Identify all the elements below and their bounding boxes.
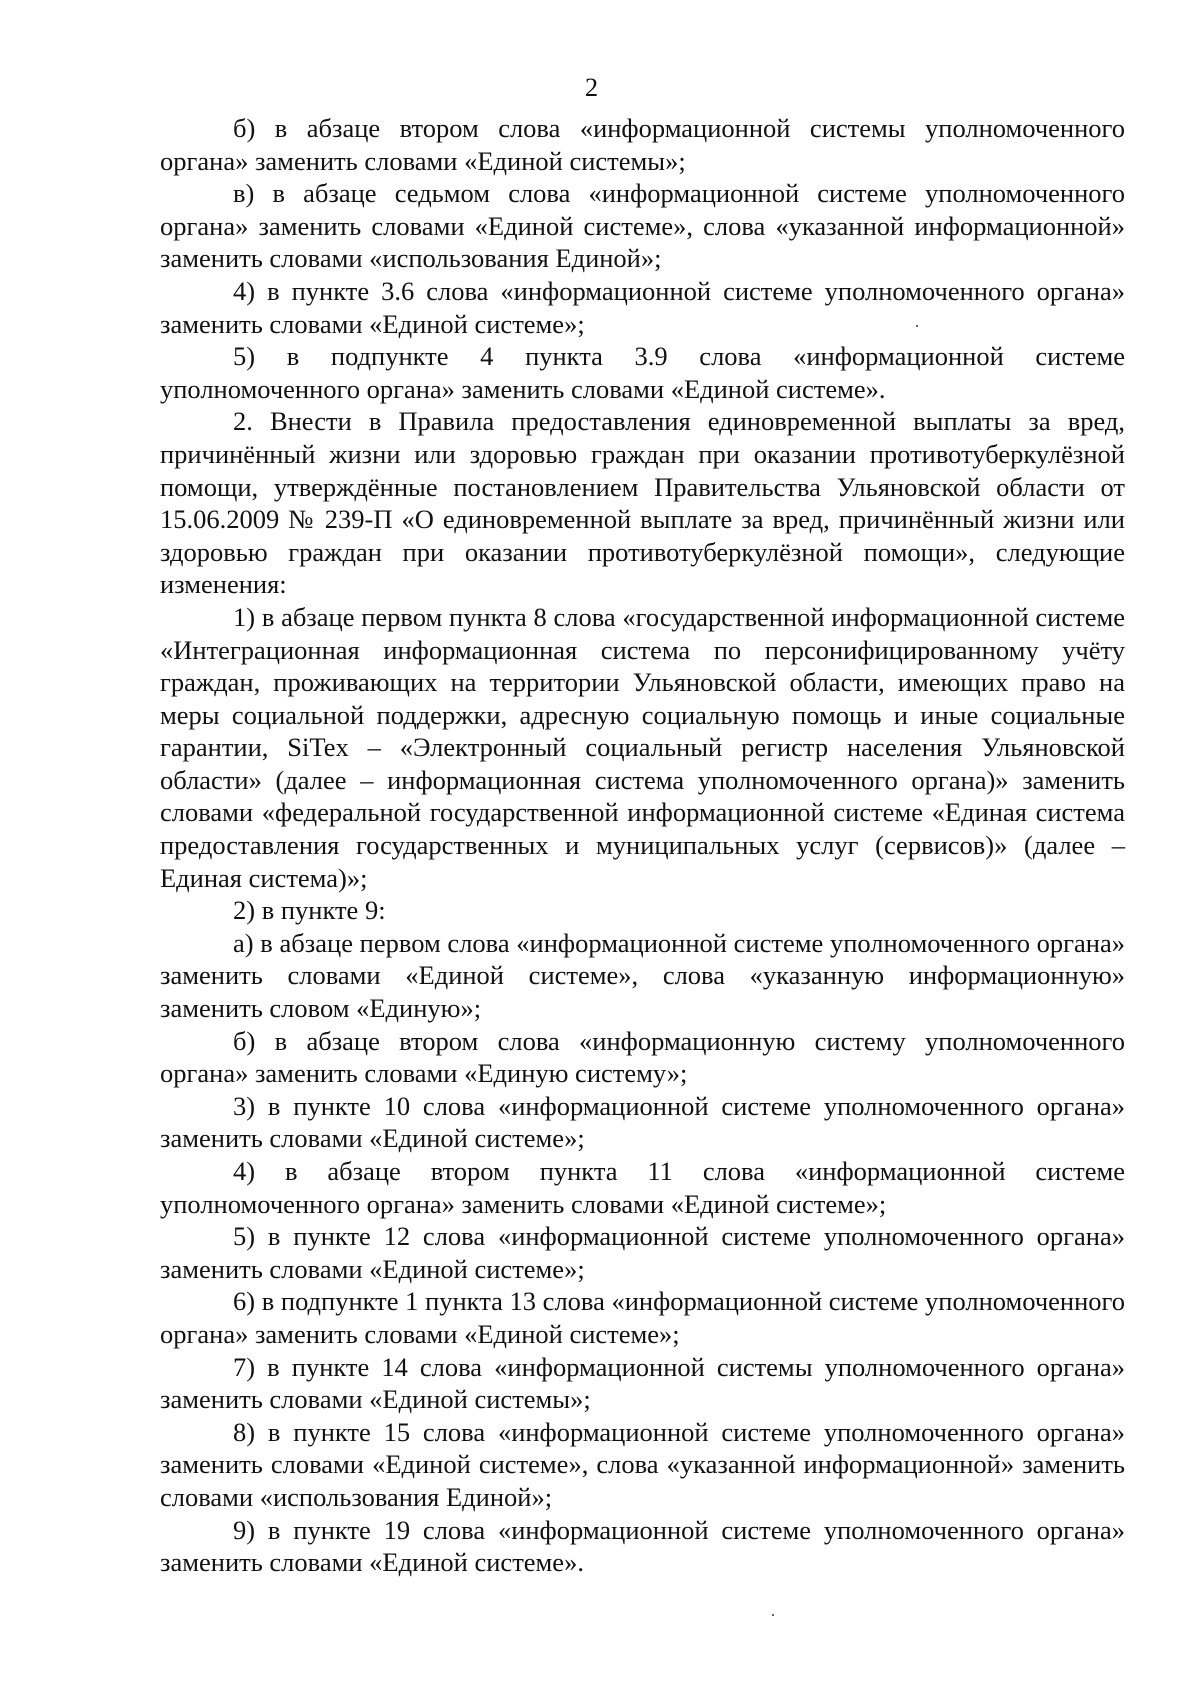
paragraph-5-punkt-12: 5) в пункте 12 слова «информационной системе уполномоченного органа» заменить словами «Единой системе»; [160, 1221, 1125, 1284]
paragraph-5-podpunkt-4-punkt-3-9: 5) в подпункте 4 пункта 3.9 слова «информационной системе уполномоченного органа» заменить словами «Единой системе». [160, 341, 1125, 404]
paragraph-b-abzats-vtoroy-punkt-9: б) в абзаце втором слова «информационную систему уполномоченного органа» заменить словами «Единую систему»; [160, 1025, 1125, 1089]
paragraph-2-punkt-9: 2) в пункте 9: [233, 895, 386, 926]
paragraph-3-punkt-10: 3) в пункте 10 слова «информационной системе уполномоченного органа» заменить словами «Единой системе»; [160, 1090, 1125, 1154]
paragraph-a-abzats-pervyy: а) в абзаце первом слова «информационной системе уполномоченного органа» заменить словами «Единой системе», слова «указанную информационную» заменить словом «Единую»; [160, 927, 1125, 1024]
paragraph-v-abzats-sedmoy: в) в абзаце седьмом слова «информационной системе уполномоченного органа» заменить словами «Единой системе», слова «указанной информационной» заменить словами «использования Единой»; [160, 178, 1125, 274]
paragraph-8-punkt-15: 8) в пункте 15 слова «информационной системе уполномоченного органа» заменить словами «Единой системе», слова «указанной информационной» заменить словами «использования Единой»; [160, 1416, 1125, 1512]
paragraph-4-punkt-11: 4) в абзаце втором пункта 11 слова «информационной системе уполномоченного органа» заменить словами «Единой системе»; [160, 1156, 1125, 1219]
paragraph-9-punkt-19: 9) в пункте 19 слова «информационной системе уполномоченного органа» заменить словами «Единой системе». [160, 1514, 1125, 1578]
paragraph-7-punkt-14: 7) в пункте 14 слова «информационной системы уполномоченного органа» заменить словами «Единой системы»; [160, 1351, 1125, 1415]
document-body [160, 112, 1125, 1579]
scan-speck [772, 1614, 774, 1616]
paragraph-b-abzats-vtoroy: б) в абзаце втором слова «информационной системы уполномоченного органа» заменить словами «Единой системы»; [160, 113, 1125, 176]
paragraph-6-punkt-13: 6) в подпункте 1 пункта 13 слова «информационной системе уполномоченного органа» заменить словами «Единой системе»; [160, 1286, 1125, 1349]
scan-speck [916, 325, 918, 327]
paragraph-2-vnesti-v-pravila: 2. Внести в Правила предоставления единовременной выплаты за вред, причинённый жизни или здоровью граждан при оказании противотуберкулёзной помощи, утверждённые постановлением Правительства Ульяновской области от 15.06.2009 № 239-П «О единовременной выплате за вред, причинённый жизни или здоровью граждан при оказании противотуберкулёзной помощи», следующие изменения: [160, 406, 1125, 600]
paragraph-4-punkt-3-6: 4) в пункте 3.6 слова «информационной системе уполномоченного органа» заменить словами «Единой системе»; [160, 275, 1125, 339]
page-number: 2 [584, 72, 599, 102]
paragraph-1-punkt-8: 1) в абзаце первом пункта 8 слова «государственной информационной системе «Интеграционная информационная система по персонифицированному учёту граждан, проживающих на территории Ульяновской области, имеющих право на меры социальной поддержки, адресную социальную помощь и иные социальные гарантии, SiTex – «Электронный социальный регистр населения Ульяновской области» (далее – информационная система уполномоченного органа)» заменить словами «федеральной государственной информационной системе «Единая система предоставления государственных и муниципальных услуг (сервисов)» (далее – Единая система)»; [160, 601, 1125, 893]
